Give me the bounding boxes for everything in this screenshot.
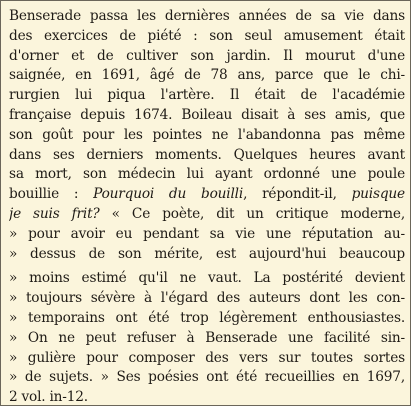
text-run: » temporains ont été trop légèrement enthousiastes. [9, 309, 405, 326]
text-run: Benserade passa les dernières années de sa vie dans [9, 8, 405, 24]
text-line [9, 47, 405, 67]
italic-text: Pourquoi du bouilli [93, 186, 244, 203]
text-run: » toujours sévère à l'égard des auteurs dont les con- [9, 290, 405, 307]
text-line [9, 245, 405, 265]
text-line [9, 146, 405, 166]
text-line [9, 126, 405, 146]
text-line [9, 86, 405, 106]
text-run: » gulière pour composer des vers sur toutes sortes [9, 349, 405, 366]
text-line [9, 269, 405, 289]
text-run: , répondit-il, [243, 186, 352, 203]
text-line [9, 165, 405, 185]
text-run: saignée, en 1691, âgé de 78 ans, parce que le chi- [9, 67, 405, 84]
text-run: dans ses derniers moments. Quelques heures avant [9, 146, 405, 163]
text-line [9, 329, 405, 349]
text-run: » de sujets. » Ses poésies ont été recueillies en 1697, [9, 369, 405, 386]
text-line [9, 27, 405, 47]
text-line [9, 225, 405, 245]
text-line [9, 185, 405, 205]
text-run: des exercices de piété : son seul amusement était [9, 27, 405, 44]
document-body [9, 7, 405, 406]
text-run: 2 vol. in-12. [9, 389, 88, 406]
text-run: sa mort, son médecin lui ayant ordonné une poule [9, 166, 405, 183]
text-line [9, 205, 405, 225]
text-run: » On ne peut refuser à Benserade une facilité sin- [9, 329, 405, 346]
text-run: « Ce poète, dit un critique moderne, [99, 205, 405, 222]
text-run: son goût pour les pointes ne l'abandonna pas même [9, 126, 405, 143]
italic-text: je suis frit? [9, 205, 100, 222]
text-run: rurgien lui piqua l'artère. Il était de l'académie [9, 87, 405, 104]
italic-text: puisque [351, 186, 405, 203]
text-run: française depuis 1674. Boileau disait à ses amis, que [9, 106, 405, 123]
text-line [9, 309, 405, 329]
text-line [9, 289, 405, 309]
text-line [9, 368, 405, 388]
text-run: d'orner et de cultiver son jardin. Il mourut d'une [9, 47, 405, 64]
text-run: » pour avoir eu pendant sa vie une réputation au- [9, 225, 405, 242]
text-line [9, 7, 405, 27]
text-line [9, 106, 405, 126]
text-line [9, 388, 405, 406]
text-line [9, 349, 405, 369]
text-run: » moins estimé qu'il ne vaut. La postérité devient [9, 270, 405, 287]
text-line [9, 66, 405, 86]
text-run: » dessus de son mérite, est aujourd'hui beaucoup [9, 245, 405, 262]
text-run: bouillie : [9, 186, 94, 203]
